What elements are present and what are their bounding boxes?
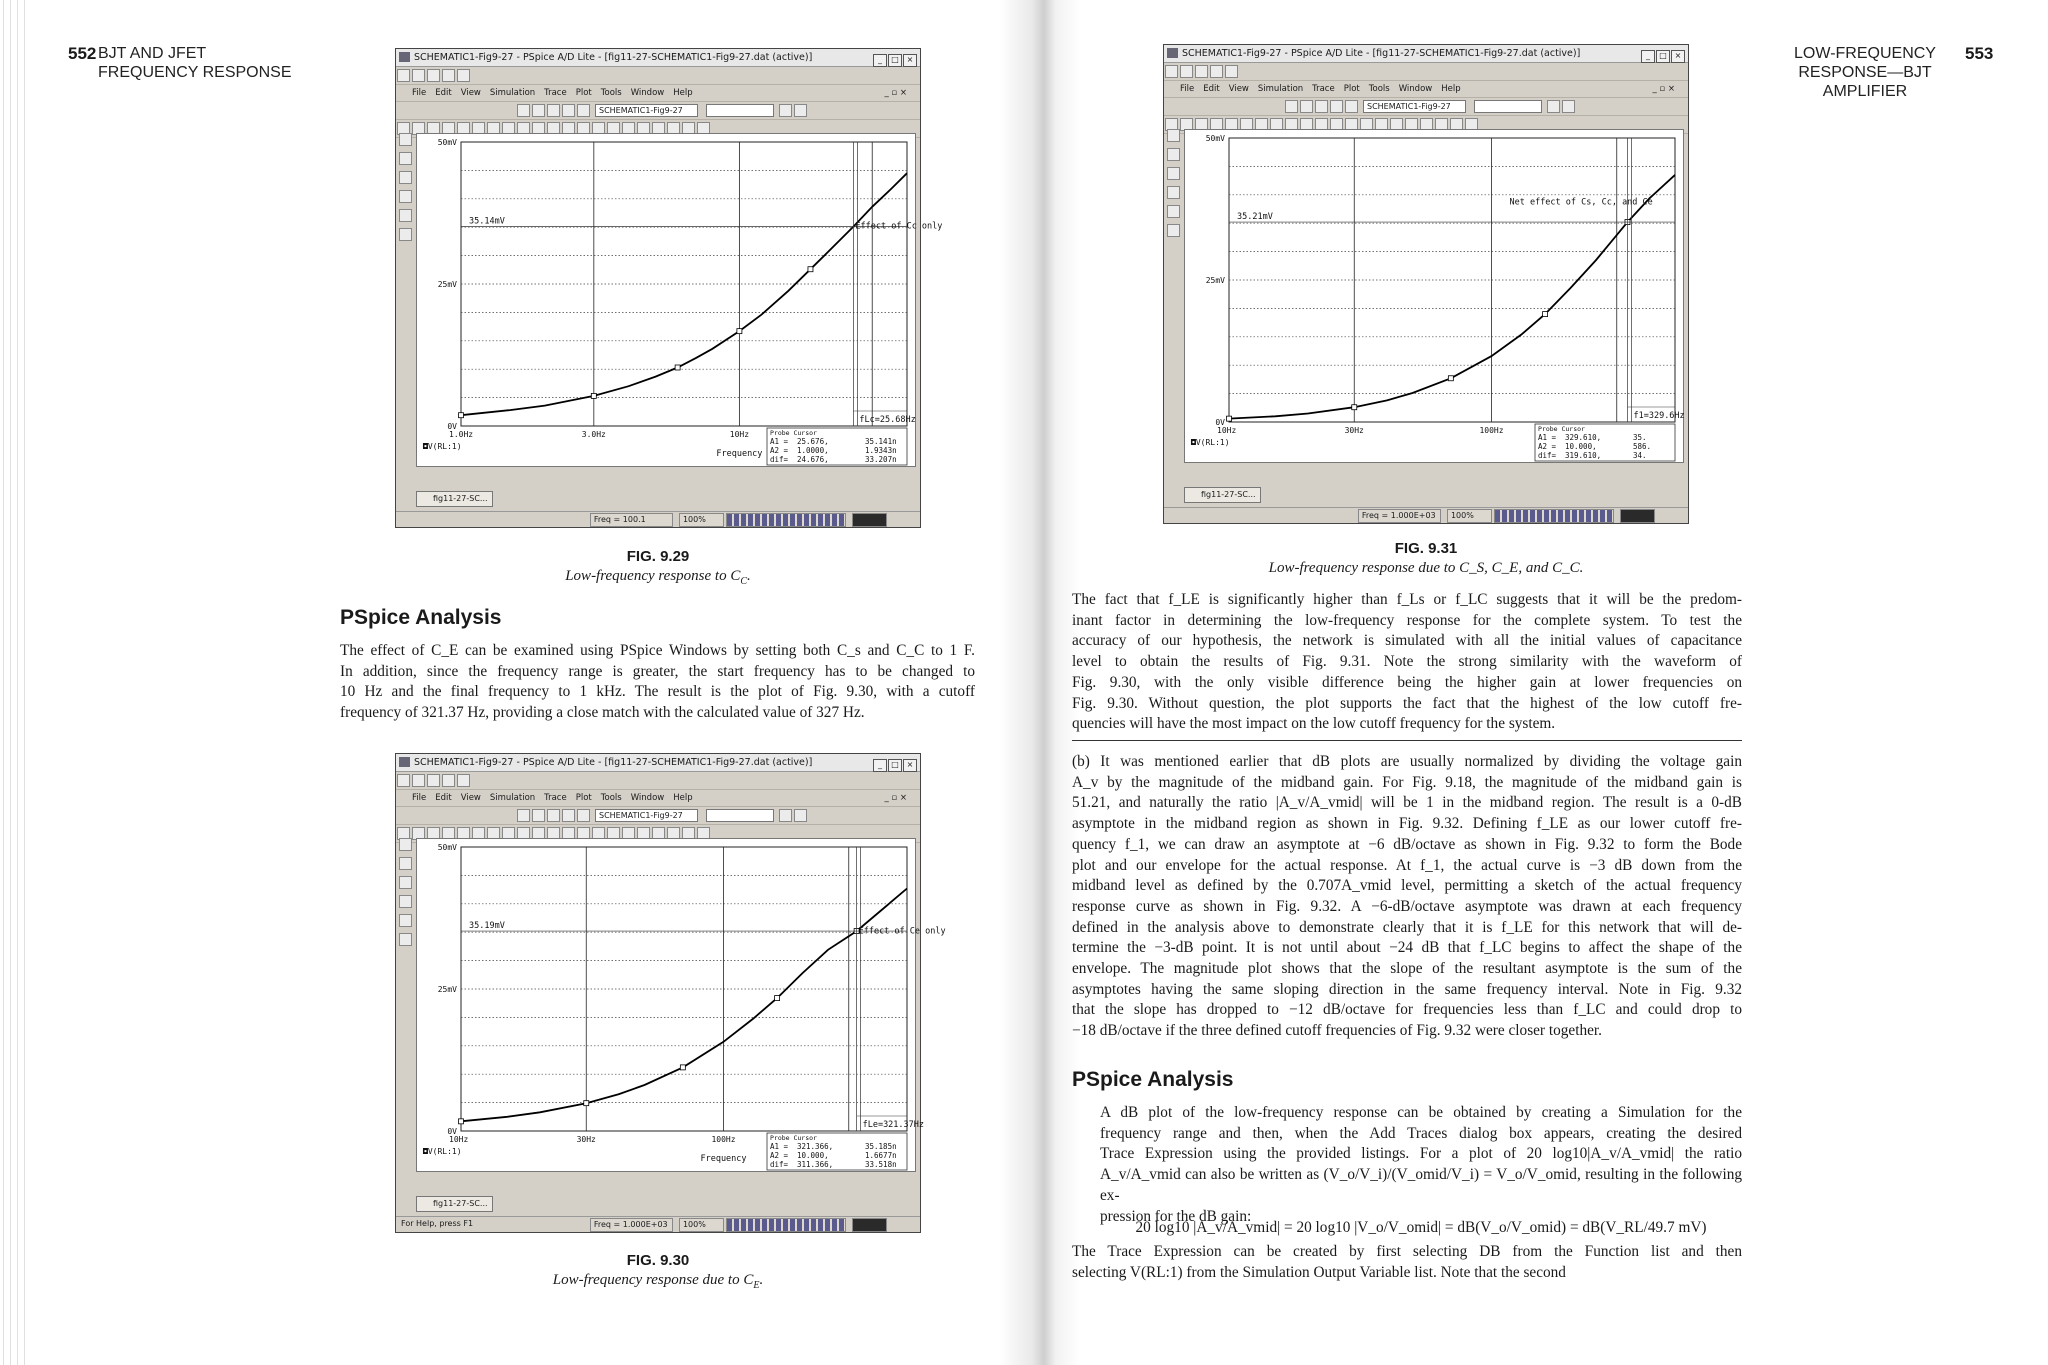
simulation-profile-select[interactable]: SCHEMATIC1-Fig9-27 [1363, 100, 1466, 113]
running-head-left [98, 44, 292, 82]
status-frequency: Freq = 1.000E+03 [590, 1218, 674, 1232]
probe-cursor-value: 35. [1633, 433, 1647, 442]
menu-item-trace[interactable]: Trace [544, 793, 567, 803]
save-icon[interactable] [1195, 65, 1208, 78]
pause-icon[interactable] [794, 104, 807, 117]
cursor-level-label: 35.19mV [469, 921, 505, 932]
probe-plot-svg [417, 839, 946, 1171]
section-title: PSpice Analysis [1072, 1068, 1234, 1091]
running-head-line: RESPONSE—BJT [1798, 64, 1932, 81]
x-tick-label: 30Hz [1344, 426, 1364, 435]
profile-input[interactable] [1474, 100, 1542, 113]
trace-marker [459, 413, 464, 418]
document-window-controls[interactable]: _ ▫ × [884, 88, 907, 98]
text-line: that the slope has dropped to −12 dB/octave for frequencies less than f_LC and could drop to [1072, 1001, 1742, 1019]
trace-legend[interactable]: ◘V(RL:1) [423, 1147, 462, 1156]
new-file-icon[interactable] [1165, 65, 1178, 78]
figure-label: FIG. 9.31 [1394, 540, 1458, 557]
x-axis-title: Frequency [700, 1154, 747, 1164]
menu-item-view[interactable]: View [1228, 84, 1249, 94]
menu-item-edit[interactable]: Edit [1203, 84, 1220, 94]
waveform-indicator-icon [1620, 509, 1655, 523]
pause-icon[interactable] [794, 809, 807, 822]
trace-marker [459, 1119, 464, 1124]
menu-item-window[interactable]: Window [630, 88, 665, 98]
running-head-line: BJT AND JFET [98, 45, 207, 62]
text-line: The fact that f_LE is significantly higher than f_Ls or f_LC suggests that it will be the predom- [1072, 591, 1742, 608]
probe-plot-svg [417, 134, 943, 466]
menu-item-plot[interactable]: Plot [1343, 84, 1360, 94]
cut-icon[interactable] [517, 809, 530, 822]
status-zoom: 100% [1447, 509, 1492, 523]
toolbar-standard [396, 67, 920, 85]
maximize-button[interactable]: □ [1656, 50, 1670, 63]
text-line: selecting V(RL:1) from the Simulation Output Variable list. Note that the second [1072, 1263, 1566, 1281]
paste-icon[interactable] [547, 104, 560, 117]
probe-cursor-value: dif= [770, 1160, 789, 1169]
trace-marker [675, 365, 680, 370]
text-line: −18 dB/octave if the three defined cutoff frequencies of Fig. 9.32 were closer together. [1072, 1022, 1602, 1040]
text-line: A_v by the magnitude of the midband gain. For Fig. 9.18, the magnitude of the midband gain is [1072, 773, 1742, 791]
y-tick-label-zero: 0V [447, 1127, 457, 1136]
probe-cursor-value: A1 = [770, 437, 789, 446]
x-tick-label: 10Hz [449, 1135, 469, 1144]
body-paragraph [1072, 752, 1742, 1042]
text-line: envelope. The magnitude plot shows that the slope of the resultant asymptote is the sum of the [1072, 960, 1742, 978]
window-titlebar[interactable] [396, 754, 920, 772]
toolbar-vertical [399, 133, 413, 247]
redo-icon[interactable] [577, 809, 590, 822]
figure-caption: Low-frequency response to $C_C$. [565, 568, 751, 587]
text-line: 51.21, and naturally the ratio |A_v/A_vmid| will be 1 in the midband region. The result is a 0-dB [1072, 794, 1742, 812]
probe-plot-area[interactable] [416, 133, 943, 467]
x-axis-title: Frequency [716, 449, 763, 459]
trace-marker [1448, 376, 1453, 381]
print-preview-icon[interactable] [1225, 65, 1238, 78]
copy-icon[interactable] [532, 104, 545, 117]
trace-legend[interactable]: ◘V(RL:1) [423, 442, 462, 451]
toolbar-simulation [1164, 98, 1688, 116]
probe-cursor-value: 311.366, [797, 1160, 834, 1169]
close-button[interactable]: × [903, 54, 917, 67]
menu-item-edit[interactable]: Edit [435, 793, 452, 803]
output-file-icon[interactable] [1167, 224, 1180, 237]
power-marker-icon[interactable] [399, 895, 412, 908]
window-controls [872, 51, 917, 68]
simulation-profile-select[interactable]: SCHEMATIC1-Fig9-27 [595, 809, 698, 822]
window-title: SCHEMATIC1-Fig9-27 - PSpice A/D Lite - [fig11-27-SCHEMATIC1-Fig9-27.dat (active)] [414, 52, 813, 63]
cutoff-frequency-label: f1=329.6Hz [1633, 411, 1685, 421]
figure-label: FIG. 9.29 [626, 548, 690, 565]
probe-plot-svg [1185, 130, 1683, 462]
voltage-marker-icon[interactable] [399, 152, 412, 165]
equation: 20 log10 |A_v/A_vmid| = 20 log10 |V_o/V_omid| = dB(V_o/V_omid) = dB(V_RL/49.7 mV) [1135, 1219, 1707, 1236]
probe-cursor-value: 319.610, [1565, 451, 1602, 460]
running-head-right [1780, 44, 1950, 101]
probe-cursor-value: 1.9343n [865, 446, 897, 455]
trace-marker [737, 329, 742, 334]
body-paragraph [1072, 590, 1742, 735]
redo-icon[interactable] [1345, 100, 1358, 113]
window-title: SCHEMATIC1-Fig9-27 - PSpice A/D Lite - [fig11-27-SCHEMATIC1-Fig9-27.dat (active)] [414, 757, 813, 768]
text-line: pression for the dB gain: [1100, 1207, 1252, 1225]
status-zoom: 100% [679, 513, 724, 527]
status-help-text: For Help, press F1 [401, 1219, 474, 1228]
probe-cursor-value: 35.185n [865, 1142, 897, 1151]
y-tick-label-zero: 0V [447, 422, 457, 431]
menu-bar [396, 790, 920, 807]
cut-icon[interactable] [1285, 100, 1298, 113]
probe-cursor-value: 24.676, [797, 455, 829, 464]
y-tick-label-mid: 25mV [1205, 276, 1225, 285]
trace-curve[interactable] [1229, 175, 1675, 419]
probe-cursor-value: 33.207n [865, 455, 897, 464]
y-tick-label-mid: 25mV [437, 280, 457, 289]
trace-marker [1543, 312, 1548, 317]
divider-rule [1072, 740, 1742, 741]
menu-item-view[interactable]: View [460, 793, 481, 803]
status-progress-bar [1494, 509, 1614, 523]
status-help-text [1166, 509, 1349, 521]
menu-item-view[interactable]: View [460, 88, 481, 98]
text-line: termine the −3-dB point. It is not until about −24 dB that f_LC begins to affect the shape of the [1072, 939, 1742, 957]
text-line: level to obtain the results of Fig. 9.31. Note the strong similarity with the waveform of [1072, 653, 1742, 671]
text-line: Fig. 9.30. Without question, the plot supports the fact that the highest of the low cutoff fre- [1072, 694, 1742, 712]
menu-item-plot[interactable]: Plot [575, 88, 592, 98]
text-line: asymptote in the midband region as shown in Fig. 9.32. Defining f_LE as our lower cutoff fre- [1072, 815, 1742, 833]
maximize-button[interactable]: □ [888, 54, 902, 67]
menu-item-plot[interactable]: Plot [575, 793, 592, 803]
figure-caption: Low-frequency response due to $C_E$. [552, 1272, 764, 1291]
print-preview-icon[interactable] [457, 774, 470, 787]
simulation-profile-select[interactable]: SCHEMATIC1-Fig9-27 [595, 104, 698, 117]
toolbar-vertical [399, 838, 413, 952]
x-tick-label: 3.0Hz [581, 430, 606, 439]
status-frequency: Freq = 100.1 [590, 513, 674, 527]
menu-item-trace[interactable]: Trace [544, 88, 567, 98]
menu-item-trace[interactable]: Trace [1312, 84, 1335, 94]
trace-marker [1227, 416, 1232, 421]
minimize-button[interactable]: _ [873, 54, 887, 67]
print-icon[interactable] [1210, 65, 1223, 78]
probe-cursor-value: 321.366, [797, 1142, 834, 1151]
text-line: A dB plot of the low-frequency response can be obtained by creating a Simulation for the [1100, 1104, 1742, 1121]
power-marker-icon[interactable] [1167, 186, 1180, 199]
text-line: frequency of 321.37 Hz, providing a close match with the calculated value of 327 Hz. [340, 704, 865, 722]
text-line: plot and our envelope for the actual response. At f_1, the actual curve is −3 dB down from the [1072, 856, 1742, 874]
menu-item-simulation[interactable]: Simulation [489, 793, 536, 803]
menu-item-window[interactable]: Window [630, 793, 665, 803]
status-bar [396, 1216, 920, 1232]
new-file-icon[interactable] [397, 774, 410, 787]
new-file-icon[interactable] [397, 69, 410, 82]
profile-input[interactable] [706, 104, 774, 117]
menu-bar [1164, 81, 1688, 98]
cutoff-frequency-label: fLe=321.37Hz [862, 1120, 925, 1130]
trace-marker [591, 393, 596, 398]
probe-cursor-value: 33.518n [865, 1160, 897, 1169]
document-tab[interactable]: fig11-27-SC... [416, 1196, 493, 1212]
window-titlebar[interactable] [396, 49, 920, 67]
status-bar [396, 511, 920, 527]
trace-legend[interactable]: ◘V(RL:1) [1191, 438, 1230, 447]
menu-item-window[interactable]: Window [1398, 84, 1433, 94]
running-head-line: FREQUENCY RESPONSE [98, 64, 292, 81]
toolbar-simulation [396, 807, 920, 825]
menu-item-tools[interactable]: Tools [600, 793, 622, 803]
save-icon[interactable] [427, 774, 440, 787]
probe-cursor-value: A2 = [770, 1151, 789, 1160]
probe-cursor-value: A2 = [1538, 442, 1557, 451]
menu-item-simulation[interactable]: Simulation [489, 88, 536, 98]
body-paragraph [1100, 1103, 1742, 1227]
undo-icon[interactable] [562, 809, 575, 822]
current-marker-icon[interactable] [399, 171, 412, 184]
voltage-marker-icon[interactable] [1167, 148, 1180, 161]
body-paragraph [1072, 1242, 1742, 1283]
probe-icon[interactable] [1167, 129, 1180, 142]
plot-annotation: Net effect of Cs, Cc, and Ce [1509, 197, 1653, 208]
text-line: The effect of C_E can be examined using PSpice Windows by setting both C_s and C_C to 1 F. [340, 642, 975, 659]
probe-cursor-value: A1 = [770, 1142, 789, 1151]
trace-marker [1352, 405, 1357, 410]
menu-bar [396, 85, 920, 102]
probe-cursor-value: 1.0000, [797, 446, 829, 455]
probe-cursor-value: 10.000, [797, 1151, 829, 1160]
simulation-results-icon[interactable] [399, 209, 412, 222]
y-tick-label-top: 50mV [437, 138, 457, 147]
print-icon[interactable] [442, 69, 455, 82]
probe-cursor-value: 1.6677n [865, 1151, 897, 1160]
current-marker-icon[interactable] [1167, 167, 1180, 180]
document-tab[interactable]: fig11-27-SC... [1184, 487, 1261, 503]
print-icon[interactable] [442, 774, 455, 787]
x-tick-label: 10Hz [729, 430, 750, 439]
toolbar-standard [396, 772, 920, 790]
menu-item-help[interactable]: Help [673, 88, 693, 98]
status-progress-bar [726, 1218, 846, 1232]
probe-plot-area[interactable] [416, 838, 946, 1172]
plot-annotation: Effect of Cc only [855, 221, 943, 232]
plot-annotation: Effect of Ce only [858, 926, 946, 937]
book-page-edge [0, 0, 30, 1365]
cutoff-frequency-label: fLc=25.68Hz [859, 415, 916, 425]
window-controls [872, 756, 917, 773]
text-line: In addition, since the frequency range is greater, the start frequency has to be changed to [340, 662, 975, 680]
window-controls [1640, 47, 1685, 64]
text-line: quency f_1, we can draw an asymptote at −6 dB/octave as shown in Fig. 9.32 to form the Bode [1072, 835, 1742, 853]
text-line: defined in the analysis above to demonstrate clearly that it is f_LE for this network that will de- [1072, 918, 1742, 936]
text-line: Fig. 9.30, with the only visible difference being the higher gain at lower frequencies on [1072, 673, 1742, 691]
probe-cursor-value: 329.610, [1565, 433, 1602, 442]
menu-item-tools[interactable]: Tools [1368, 84, 1390, 94]
menu-item-help[interactable]: Help [1441, 84, 1461, 94]
section-title: PSpice Analysis [340, 606, 502, 629]
paste-icon[interactable] [1315, 100, 1328, 113]
toolbar-simulation [396, 102, 920, 120]
x-tick-label: 1.0Hz [449, 430, 474, 439]
output-file-icon[interactable] [399, 228, 412, 241]
pspice-app-icon [399, 52, 410, 62]
status-zoom: 100% [679, 1218, 724, 1232]
y-tick-label-top: 50mV [437, 843, 457, 852]
menu-item-help[interactable]: Help [673, 793, 693, 803]
probe-cursor-value: A2 = [770, 446, 789, 455]
trace-curve[interactable] [461, 173, 907, 415]
pause-icon[interactable] [1562, 100, 1575, 113]
status-help-text [398, 513, 581, 525]
running-head-line: AMPLIFIER [1822, 83, 1908, 100]
open-icon[interactable] [1180, 65, 1193, 78]
document-tab[interactable]: fig11-27-SC... [416, 491, 493, 507]
text-line: quencies will have the most impact on the low cutoff frequency for the system. [1072, 715, 1556, 733]
menu-item-simulation[interactable]: Simulation [1257, 84, 1304, 94]
probe-plot-area[interactable] [1184, 129, 1684, 463]
menu-item-file[interactable]: File [412, 88, 427, 98]
output-file-icon[interactable] [399, 933, 412, 946]
status-progress-bar [726, 513, 846, 527]
probe-cursor-value: 25.676, [797, 437, 829, 446]
probe-icon[interactable] [399, 838, 412, 851]
x-tick-label: 30Hz [576, 1135, 596, 1144]
copy-icon[interactable] [532, 809, 545, 822]
power-marker-icon[interactable] [399, 190, 412, 203]
figure-label: FIG. 9.30 [626, 1252, 690, 1269]
text-line: A_v/A_vmid can also be written as (V_o/V_i)/(V_omid/V_i) = V_o/V_omid, resulting in the following ex- [1100, 1166, 1742, 1204]
text-line: The Trace Expression can be created by first selecting DB from the Function list and then [1072, 1243, 1742, 1260]
simulation-results-icon[interactable] [399, 914, 412, 927]
cursor-level-label: 35.21mV [1237, 212, 1273, 223]
document-window-controls[interactable]: _ ▫ × [884, 793, 907, 803]
probe-cursor-value: dif= [1538, 451, 1557, 460]
text-line: Trace Expression using the provided listings. For a plot of 20 log10|A_v/A_vmid| the ratio [1100, 1145, 1742, 1163]
pspice-app-icon [1167, 48, 1178, 58]
waveform-indicator-icon [852, 513, 887, 527]
minimize-button[interactable]: _ [1641, 50, 1655, 63]
pspice-window-fig29[interactable] [395, 48, 943, 528]
page-number-left: 552 [68, 44, 97, 63]
run-icon[interactable] [1547, 100, 1560, 113]
waveform-indicator-icon [852, 1218, 887, 1232]
text-line: asymptotes having the same sloping direction in the same frequency interval. Note in Fig. 9.32 [1072, 980, 1742, 998]
figure-caption: Low-frequency response due to C_S, C_E, and C_C. [1268, 560, 1584, 576]
text-line: (b) It was mentioned earlier that dB plots are usually normalized by dividing the voltage gain [1072, 753, 1742, 770]
probe-cursor-value: dif= [770, 455, 789, 464]
undo-icon[interactable] [562, 104, 575, 117]
window-titlebar[interactable] [1164, 45, 1688, 63]
probe-cursor-value: 586. [1633, 442, 1652, 451]
save-icon[interactable] [427, 69, 440, 82]
document-window-controls[interactable]: _ ▫ × [1652, 84, 1675, 94]
trace-marker [680, 1065, 685, 1070]
menu-item-file[interactable]: File [1180, 84, 1195, 94]
probe-cursor-value: 34. [1633, 451, 1647, 460]
cursor-level-label: 35.14mV [469, 216, 505, 227]
probe-cursor-value: 10.000, [1565, 442, 1597, 451]
text-line: 10 Hz and the final frequency to 1 kHz. The result is the plot of Fig. 9.30, with a cutoff [340, 683, 975, 701]
probe-icon[interactable] [399, 133, 412, 146]
run-icon[interactable] [779, 809, 792, 822]
text-line: frequency range and then, when the Add Traces dialog box appears, creating the desired [1100, 1124, 1742, 1142]
probe-cursor-title: Probe Cursor [770, 1134, 817, 1142]
minimize-button[interactable]: _ [873, 759, 887, 772]
cut-icon[interactable] [517, 104, 530, 117]
trace-marker [584, 1101, 589, 1106]
status-frequency: Freq = 1.000E+03 [1358, 509, 1442, 523]
text-line: midband level as defined by the 0.707A_vmid level, permitting a sketch of the actual frequency [1072, 877, 1742, 895]
window-title: SCHEMATIC1-Fig9-27 - PSpice A/D Lite - [fig11-27-SCHEMATIC1-Fig9-27.dat (active)] [1182, 48, 1581, 59]
pspice-app-icon [399, 757, 410, 767]
open-icon[interactable] [412, 69, 425, 82]
undo-icon[interactable] [1330, 100, 1343, 113]
x-tick-label: 100Hz [711, 1135, 736, 1144]
menu-item-file[interactable]: File [412, 793, 427, 803]
text-line: response curve as shown in Fig. 9.32. A −6-dB/octave asymptote was drawn at each frequency [1072, 897, 1742, 915]
menu-item-tools[interactable]: Tools [600, 88, 622, 98]
voltage-marker-icon[interactable] [399, 857, 412, 870]
run-icon[interactable] [779, 104, 792, 117]
redo-icon[interactable] [577, 104, 590, 117]
paste-icon[interactable] [547, 809, 560, 822]
copy-icon[interactable] [1300, 100, 1313, 113]
toolbar-standard [1164, 63, 1688, 81]
body-paragraph [340, 641, 975, 724]
y-tick-label-zero: 0V [1215, 418, 1225, 427]
close-button[interactable]: × [903, 759, 917, 772]
probe-cursor-title: Probe Cursor [1538, 425, 1585, 433]
toolbar-vertical [1167, 129, 1181, 243]
running-head-line: LOW-FREQUENCY [1794, 45, 1936, 62]
text-line: accuracy of our hypothesis, the network is simulated with all the initial values of capacitance [1072, 632, 1742, 650]
y-tick-label-mid: 25mV [437, 985, 457, 994]
probe-cursor-value: A1 = [1538, 433, 1557, 442]
maximize-button[interactable]: □ [888, 759, 902, 772]
page-number-right: 553 [1965, 44, 1994, 63]
menu-item-edit[interactable]: Edit [435, 88, 452, 98]
current-marker-icon[interactable] [399, 876, 412, 889]
x-tick-label: 10Hz [1217, 426, 1237, 435]
status-bar [1164, 507, 1688, 523]
book-spine [1000, 0, 1080, 1365]
trace-marker [775, 996, 780, 1001]
x-tick-label: 100Hz [1479, 426, 1504, 435]
simulation-results-icon[interactable] [1167, 205, 1180, 218]
pspice-window-fig30[interactable] [395, 753, 946, 1233]
probe-cursor-title: Probe Cursor [770, 429, 817, 437]
profile-input[interactable] [706, 809, 774, 822]
print-preview-icon[interactable] [457, 69, 470, 82]
trace-curve[interactable] [461, 889, 907, 1122]
close-button[interactable]: × [1671, 50, 1685, 63]
pspice-window-fig31[interactable] [1163, 44, 1689, 524]
open-icon[interactable] [412, 774, 425, 787]
trace-marker [808, 267, 813, 272]
y-tick-label-top: 50mV [1205, 134, 1225, 143]
probe-cursor-value: 35.141n [865, 437, 897, 446]
text-line: inant factor in determining the low-frequency response for the complete system. To test the [1072, 611, 1742, 629]
